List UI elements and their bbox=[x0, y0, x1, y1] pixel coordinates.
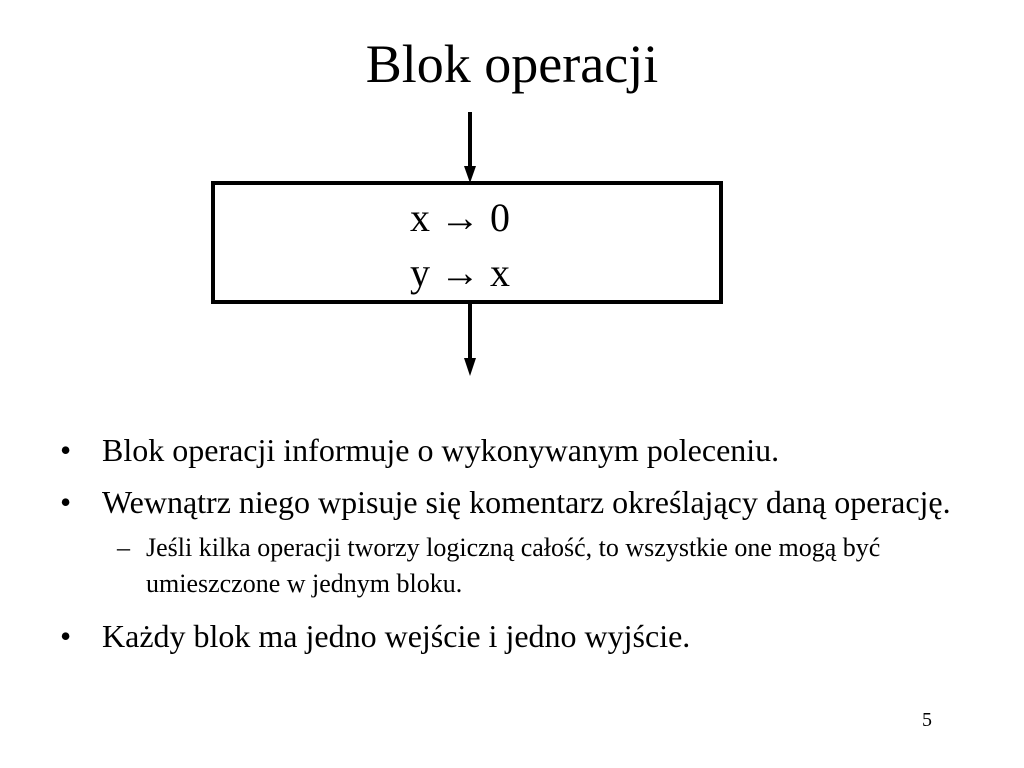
sub-bullet-marker: – bbox=[117, 533, 130, 562]
slide-title: Blok operacji bbox=[365, 34, 659, 94]
bullet-text: Wewnątrz niego wpisuje się komentarz określający daną operację. bbox=[102, 484, 951, 520]
operation-line-2: y → x bbox=[410, 250, 510, 295]
input-arrowhead bbox=[464, 166, 476, 183]
bullet-marker: • bbox=[60, 432, 72, 468]
bullet-text: Blok operacji informuje o wykonywanym poleceniu. bbox=[102, 432, 780, 468]
bullet-item bbox=[60, 430, 980, 470]
sub-bullet-text: Jeśli kilka operacji tworzy logiczną całość, to wszystkie one mogą być umieszczone w jednym bloku. bbox=[146, 533, 881, 598]
sub-bullet-item bbox=[117, 530, 980, 602]
bullet-text: Każdy blok ma jedno wejście i jedno wyjście. bbox=[102, 618, 691, 654]
page-number: 5 bbox=[922, 709, 932, 731]
bullet-item bbox=[60, 482, 980, 522]
bullet-marker: • bbox=[60, 484, 72, 520]
output-arrowhead bbox=[464, 358, 476, 376]
bullet-list bbox=[60, 430, 980, 668]
operation-line-1: x → 0 bbox=[410, 195, 510, 240]
bullet-item bbox=[60, 616, 980, 656]
bullet-marker: • bbox=[60, 618, 72, 654]
